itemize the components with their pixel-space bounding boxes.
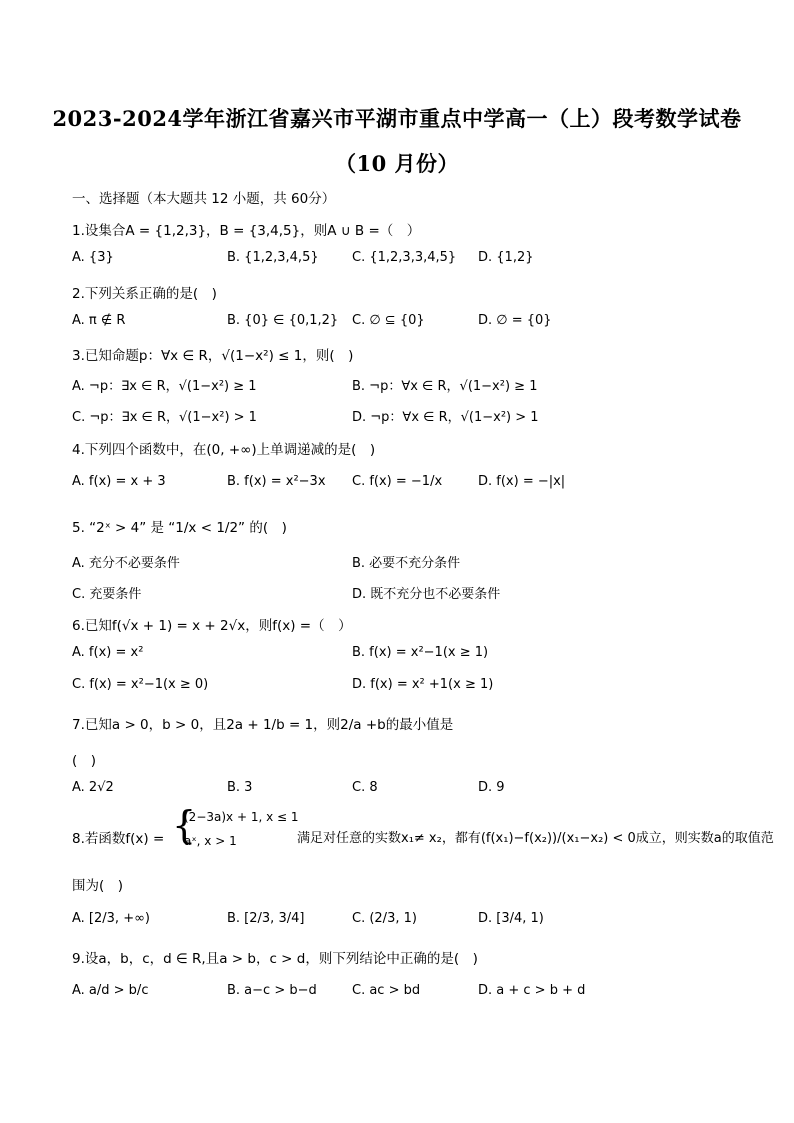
question-2-option-a: A. π ∉ R	[72, 313, 126, 328]
question-2-option-c: C. ∅ ⊆ {0}	[352, 313, 425, 328]
question-9-stem: 9.设a，b，c，d ∈ R,且a > b，c > d，则下列结论中正确的是( )	[72, 951, 478, 967]
question-2-option-b: B. {0} ∈ {0,1,2}	[227, 313, 339, 328]
question-6-option-d: D. f(x) = x² +1(x ≥ 1)	[352, 677, 494, 692]
question-7-stem-continued: ( )	[72, 753, 97, 769]
question-7-option-b: B. 3	[227, 780, 253, 795]
question-6-option-b: B. f(x) = x²−1(x ≥ 1)	[352, 645, 489, 660]
question-8-option-b: B. [2/3, 3/4]	[227, 911, 305, 926]
question-1-stem: 1.设集合A = {1,2,3}，B = {3,4,5}，则A ∪ B =（ ）	[72, 223, 421, 239]
question-6-option-c: C. f(x) = x²−1(x ≥ 0)	[72, 677, 209, 692]
question-8-stem-prefix: 8.若函数f(x) =	[72, 831, 165, 847]
question-8-piece-bottom: aˣ, x > 1	[184, 834, 237, 848]
question-2-option-d: D. ∅ = {0}	[478, 313, 552, 328]
question-9-option-b: B. a−c > b−d	[227, 983, 317, 998]
question-1-option-d: D. {1,2}	[478, 250, 534, 265]
question-3-option-b: B. ¬p：∀x ∈ R，√(1−x²) ≥ 1	[352, 379, 538, 394]
question-6-option-a: A. f(x) = x²	[72, 645, 144, 660]
question-8-option-a: A. [2/3, +∞)	[72, 911, 150, 926]
question-1-option-b: B. {1,2,3,4,5}	[227, 250, 319, 265]
piecewise-brace: {	[172, 803, 197, 847]
question-5-option-d: D. 既不充分也不必要条件	[352, 587, 501, 602]
question-3-stem: 3.已知命题p：∀x ∈ R，√(1−x²) ≤ 1，则( )	[72, 348, 354, 364]
section-heading: 一、选择题（本大题共 12 小题，共 60分）	[72, 191, 336, 207]
question-5-option-a: A. 充分不必要条件	[72, 556, 180, 571]
question-1-option-a: A. {3}	[72, 250, 114, 265]
question-8-option-d: D. [3/4, 1)	[478, 911, 544, 926]
question-6-stem: 6.已知f(√x + 1) = x + 2√x，则f(x) =（ ）	[72, 618, 352, 634]
question-4-option-b: B. f(x) = x²−3x	[227, 474, 326, 489]
question-9-option-c: C. ac > bd	[352, 983, 421, 998]
question-5-option-b: B. 必要不充分条件	[352, 556, 461, 571]
question-3-option-c: C. ¬p：∃x ∈ R，√(1−x²) > 1	[72, 410, 257, 425]
question-1-option-c: C. {1,2,3,3,4,5}	[352, 250, 457, 265]
question-7-option-c: C. 8	[352, 780, 378, 795]
page-title: 2023-2024学年浙江省嘉兴市平湖市重点中学高一（上）段考数学试卷	[52, 106, 742, 131]
question-2-stem: 2.下列关系正确的是( )	[72, 286, 217, 302]
question-4-option-d: D. f(x) = −|x|	[478, 474, 566, 489]
question-4-option-c: C. f(x) = −1/x	[352, 474, 443, 489]
question-9-option-a: A. a/d > b/c	[72, 983, 149, 998]
question-5-stem: 5. “2ˣ > 4” 是 “1/x < 1/2” 的( )	[72, 520, 287, 536]
question-3-option-a: A. ¬p：∃x ∈ R，√(1−x²) ≥ 1	[72, 379, 257, 394]
question-3-option-d: D. ¬p：∀x ∈ R，√(1−x²) > 1	[352, 410, 539, 425]
question-9-option-d: D. a + c > b + d	[478, 983, 586, 998]
question-8-stem-suffix: 满足对任意的实数x₁≠ x₂，都有(f(x₁)−f(x₂))/(x₁−x₂) < 0成立，则实数a的取值范	[297, 831, 774, 846]
question-8-stem-continued: 围为( )	[72, 878, 124, 894]
question-4-stem: 4.下列四个函数中，在(0, +∞)上单调递减的是( )	[72, 442, 376, 458]
question-8-option-c: C. (2/3, 1)	[352, 911, 417, 926]
question-5-option-c: C. 充要条件	[72, 587, 142, 602]
question-7-option-a: A. 2√2	[72, 780, 114, 795]
question-8-piece-top: (2−3a)x + 1, x ≤ 1	[184, 810, 299, 824]
page-subtitle: （10 月份）	[334, 151, 460, 176]
question-4-option-a: A. f(x) = x + 3	[72, 474, 166, 489]
question-7-stem: 7.已知a > 0，b > 0，且2a + 1/b = 1，则2/a +b的最小值是	[72, 717, 454, 733]
question-7-option-d: D. 9	[478, 780, 505, 795]
